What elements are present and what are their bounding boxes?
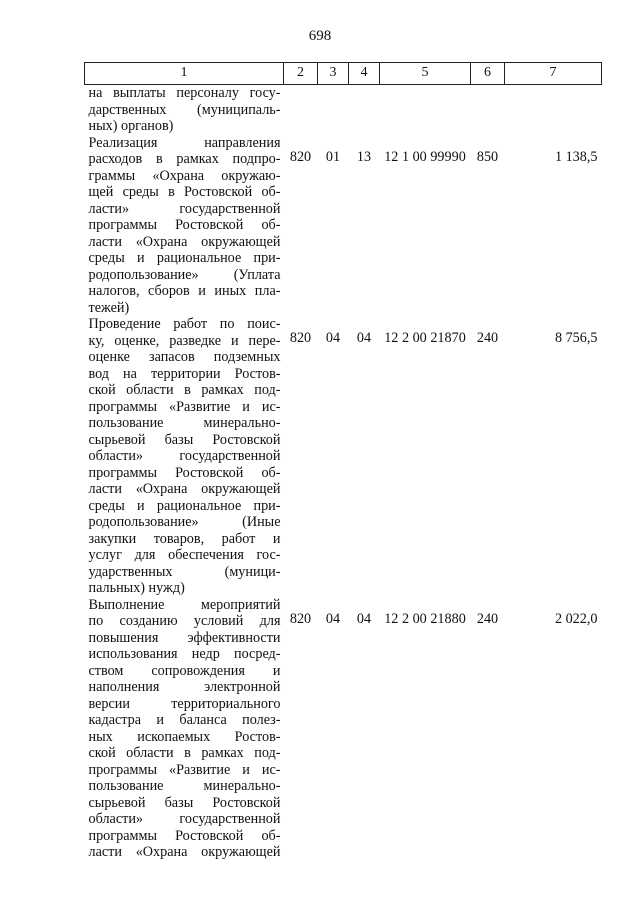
table-row [85, 316, 602, 597]
header-col-1: 1 [85, 63, 284, 85]
table-row [85, 135, 602, 317]
description-line: ской области в рамках под- [88, 382, 281, 398]
description-line: ных ископаемых Ростов- [88, 728, 281, 745]
cell-section: 04 [325, 610, 341, 627]
row-description [85, 85, 284, 135]
description-line: граммы «Охрана окружаю- [88, 167, 281, 184]
header-col-2: 2 [284, 63, 318, 85]
description-line: ударственных (муници- [88, 563, 281, 580]
cell-ministry-code: 820 [289, 148, 312, 165]
description-line: программы «Развитие и ис- [88, 398, 281, 415]
description-line: программы Ростовской об- [88, 217, 281, 233]
cell-ministry-code: 820 [289, 330, 312, 346]
description-line: ку, оценке, разведке и пере- [88, 332, 281, 349]
table-row-continuation [85, 85, 602, 135]
description-line: ласти «Охрана окружающей [88, 233, 281, 250]
description-line: оценке запасов подземных [88, 349, 281, 365]
page-number: 698 [308, 28, 332, 44]
description-line: сырьевой базы Ростовской [88, 431, 281, 448]
description-line: тежей) [88, 299, 130, 316]
description-line: повышения эффективности [88, 629, 281, 646]
cell-ministry-code: 820 [289, 610, 312, 627]
description-line: среды и рациональное при- [88, 250, 281, 266]
description-line: кадастра и баланса полез- [88, 712, 281, 728]
description-line: ласти «Охрана окружающей [88, 481, 281, 497]
description-line: закупки товаров, работ и [88, 530, 281, 547]
description-line: Реализация направления [88, 134, 281, 151]
description-line: наполнения электронной [88, 679, 281, 695]
cell-subsection: 13 [356, 148, 372, 165]
description-line: ством сопровождения и [88, 662, 281, 679]
header-col-4: 4 [349, 63, 380, 85]
table-header-row [85, 63, 602, 85]
description-line: родопользование» (Иные [88, 514, 281, 530]
description-line: ласти» государственной [88, 200, 281, 217]
description-line: использования недр посред- [88, 646, 281, 662]
description-line: программы Ростовской об- [88, 464, 281, 481]
cell-subsection: 04 [356, 330, 372, 346]
cell-amount: 2 022,0 [554, 610, 598, 627]
header-col-6: 6 [471, 63, 505, 85]
cell-section: 01 [325, 148, 341, 165]
description-line: программы «Развитие и ис- [88, 761, 281, 778]
description-line: области» государственной [88, 448, 281, 464]
header-col-5: 5 [380, 63, 471, 85]
description-line: по созданию условий для [88, 613, 281, 629]
description-line: щей среды в Ростовской об- [88, 184, 281, 200]
description-line: пользование минерально- [88, 778, 281, 794]
description-line: Проведение работ по поис- [88, 316, 281, 332]
description-line: программы Ростовской об- [88, 827, 281, 844]
description-line: родопользование» (Уплата [88, 266, 281, 283]
header-col-7: 7 [505, 63, 602, 85]
description-line: Выполнение мероприятий [88, 596, 281, 613]
row-description [85, 316, 284, 597]
description-line: услуг для обеспечения гос- [88, 547, 281, 563]
description-line: области» государственной [88, 811, 281, 827]
description-line: ных) органов) [88, 118, 174, 134]
description-line: пальных) нужд) [88, 580, 185, 596]
cell-target-article: 12 1 00 99990 [384, 148, 466, 165]
table-row [85, 597, 602, 861]
cell-target-article: 12 2 00 21870 [384, 330, 466, 346]
budget-table [84, 62, 602, 861]
cell-expense-type: 850 [476, 148, 499, 165]
cell-amount: 8 756,5 [554, 330, 598, 346]
row-description [85, 597, 284, 861]
cell-section: 04 [325, 330, 341, 346]
description-line: вод на территории Ростов- [88, 365, 281, 382]
description-line: пользование минерально- [88, 415, 281, 431]
description-line: среды и рациональное при- [88, 497, 281, 514]
description-line: дарственных (муниципаль- [88, 101, 281, 118]
description-line: ласти «Охрана окружающей [88, 844, 281, 860]
cell-expense-type: 240 [476, 330, 499, 346]
header-col-3: 3 [318, 63, 349, 85]
row-description [85, 135, 284, 317]
cell-subsection: 04 [356, 610, 372, 627]
cell-target-article: 12 2 00 21880 [384, 610, 466, 627]
description-line: версии территориального [88, 695, 281, 712]
description-line: расходов в рамках подпро- [88, 151, 281, 167]
description-line: ской области в рамках под- [88, 745, 281, 761]
description-line: налогов, сборов и иных пла- [88, 283, 281, 299]
cell-expense-type: 240 [476, 610, 499, 627]
cell-amount: 1 138,5 [554, 148, 598, 165]
description-line: на выплаты персоналу госу- [88, 85, 281, 101]
description-line: сырьевой базы Ростовской [88, 794, 281, 811]
